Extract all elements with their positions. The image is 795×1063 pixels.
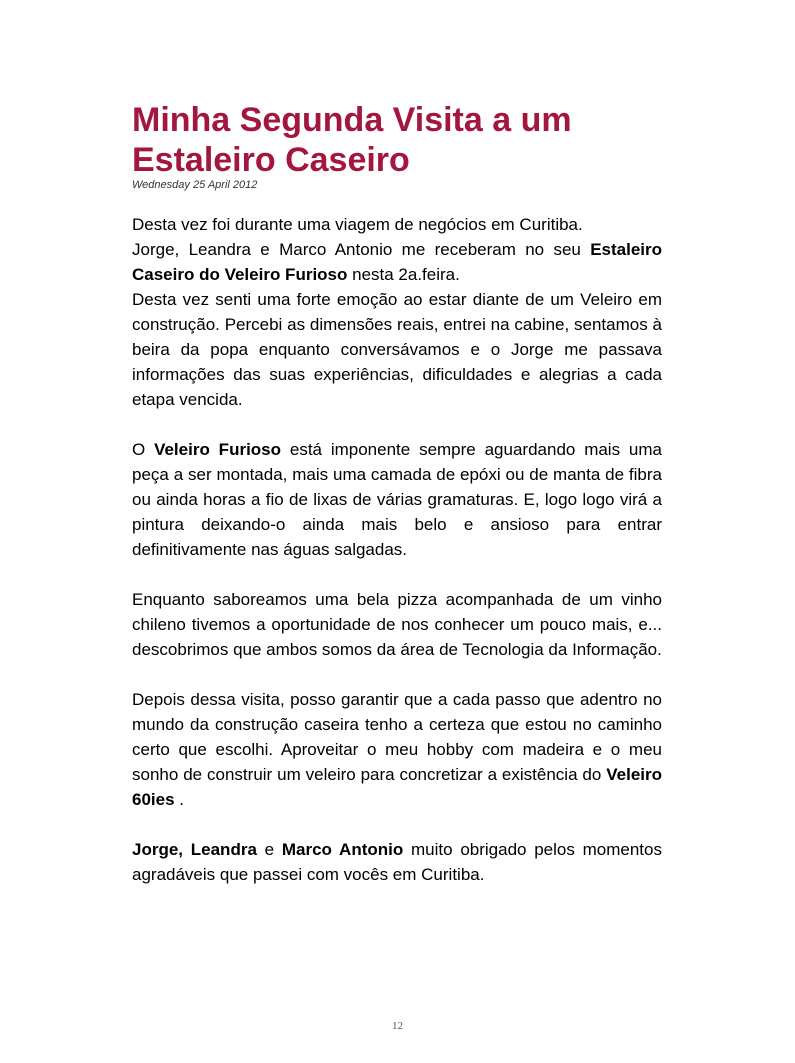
paragraph-4-text: .	[174, 790, 184, 809]
paragraph-2	[132, 437, 662, 562]
shipyard-name: Estaleiro Caseiro do Veleiro Furioso	[132, 240, 662, 284]
paragraph-1-sentence-2	[132, 237, 662, 287]
article-date: Wednesday 25 April 2012	[132, 179, 258, 191]
paragraph-1-text: nesta 2a.feira.	[347, 265, 460, 284]
paragraph-5	[132, 837, 662, 887]
paragraph-2-text: O	[132, 440, 155, 459]
article-title: Minha Segunda Visita a um Estaleiro Caseiro	[132, 101, 572, 179]
name-marco-antonio: Marco Antonio	[281, 840, 404, 859]
paragraph-2-text: está imponente sempre aguardando mais uma peça a ser montada, mais uma camada de epóxi ou de manta de fibra ou ainda horas a fio de lixas de várias gramaturas. E, logo logo virá a pintura deixando-o ainda mais belo e ansioso para entrar definitivamente nas águas salgadas.	[132, 440, 663, 559]
paragraph-4	[132, 687, 662, 812]
paragraph-3: Enquanto saboreamos uma bela pizza acompanhada de um vinho chileno tivemos a oportunidade de nos conhecer um pouco mais, e... descobrimos que ambos somos da área de Tecnologia da Informação.	[132, 590, 662, 659]
paragraph-5-text: muito obrigado pelos momentos agradáveis que passei com vocês em Curitiba.	[132, 840, 662, 884]
boat-name-60ies: Veleiro 60ies	[132, 765, 662, 809]
paragraph-4-text: Depois dessa visita, posso garantir que a cada passo que adentro no mundo da construção caseira tenho a certeza que estou no caminho certo que escolhi. Aproveitar o meu hobby com madeira e o meu sonho de construir um veleiro para concretizar a existência do	[132, 690, 662, 784]
boat-name: Veleiro Furioso	[154, 440, 282, 459]
paragraph-1-sentence-3: Desta vez senti uma forte emoção ao estar diante de um Veleiro em construção. Percebi as dimensões reais, entrei na cabine, sentamos à beira da popa enquanto conversávamos e o Jorge me passava informações das suas experiências, dificuldades e alegrias a cada etapa vencida.	[132, 290, 662, 409]
paragraph-1-text: Jorge, Leandra e Marco Antonio me receberam no seu	[132, 240, 591, 259]
paragraph-1-sentence-1: Desta vez foi durante uma viagem de negócios em Curitiba.	[132, 215, 583, 234]
names-jorge-leandra: Jorge, Leandra	[132, 840, 257, 859]
article-body	[132, 212, 662, 912]
page-number: 12	[392, 1020, 403, 1032]
paragraph-1	[132, 212, 662, 412]
paragraph-5-text: e	[256, 840, 282, 859]
